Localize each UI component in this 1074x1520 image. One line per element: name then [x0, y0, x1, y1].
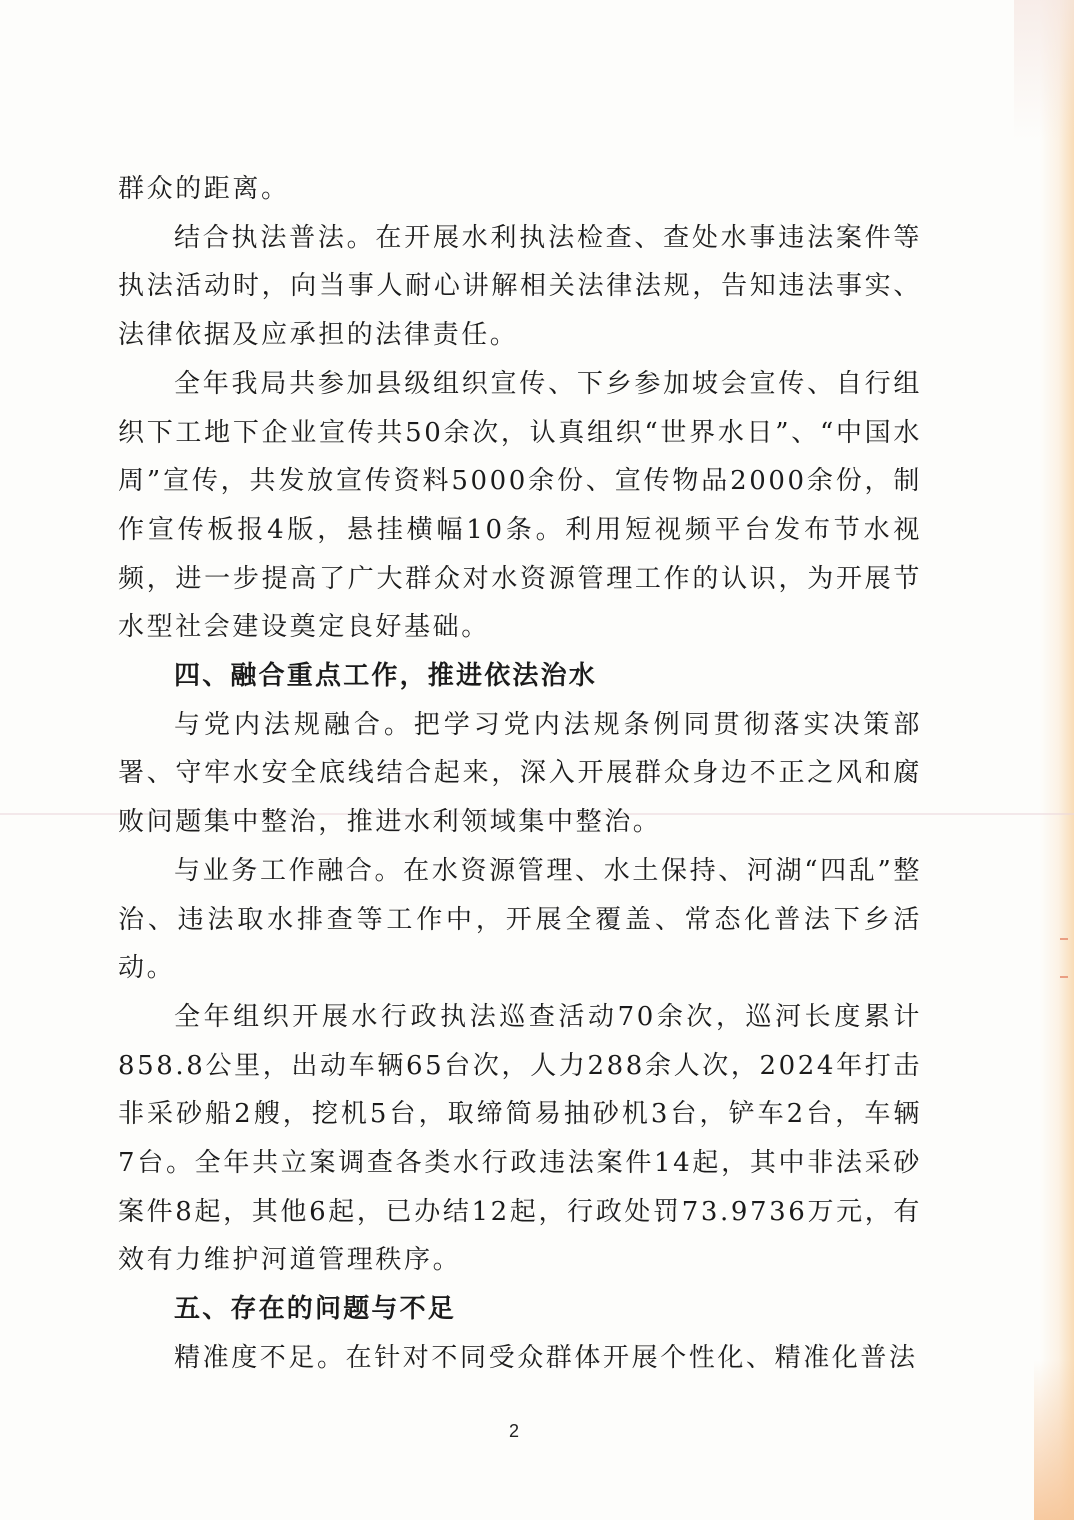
- section-heading: 五、存在的问题与不足: [174, 1294, 457, 1325]
- section-heading: 四、融合重点工作，推进依法治水: [174, 661, 598, 692]
- scan-red-mark: [1060, 938, 1068, 948]
- paragraph: 精准度不足。在针对不同受众群体开展个性化、精准化普法: [174, 1342, 918, 1373]
- paragraph: 与业务工作融合。在水资源管理、水土保持、河湖“四乱”整治、违法取水排查等工作中，开展全覆盖、常态化普法下乡活动。: [118, 855, 922, 984]
- scan-edge-shadow: [1040, 0, 1074, 1520]
- paragraph: 结合执法普法。在开展水利执法检查、查处水事违法案件等执法活动时，向当事人耐心讲解相关法律法规，告知违法事实、法律依据及应承担的法律责任。: [118, 222, 922, 351]
- paragraph: 全年我局共参加县级组织宣传、下乡参加坡会宣传、自行组织下工地下企业宣传共50余次，认真组织“世界水日”、“中国水周”宣传，共发放宣传资料5000余份、宣传物品2000余份，制作宣传板报4版，悬挂横幅10条。利用短视频平台发布节水视频，进一步提高了广大群众对水资源管理工作的认识，为开展节水型社会建设奠定良好基础。: [118, 368, 922, 643]
- page-number: 2: [508, 1421, 519, 1441]
- document-body: [118, 165, 922, 1383]
- paragraph: 群众的距离。: [118, 174, 290, 204]
- scan-edge-tint: [1014, 0, 1074, 140]
- paragraph: 与党内法规融合。把学习党内法规条例同贯彻落实决策部署、守牢水安全底线结合起来，深入开展群众身边不正之风和腐败问题集中整治，推进水利领域集中整治。: [118, 709, 922, 838]
- paragraph: 全年组织开展水行政执法巡查活动70余次，巡河长度累计858.8公里，出动车辆65台次，人力288余人次，2024年打击非采砂船2艘，挖机5台，取缔简易抽砂机3台，铲车2台，车辆7台。全年共立案调查各类水行政违法案件14起，其中非法采砂案件8起，其他6起，已办结12起，行政处罚73.9736万元，有效有力维护河道管理秩序。: [118, 1001, 922, 1276]
- scan-corner-stain: [1034, 1360, 1074, 1520]
- scan-red-mark: [1060, 976, 1068, 986]
